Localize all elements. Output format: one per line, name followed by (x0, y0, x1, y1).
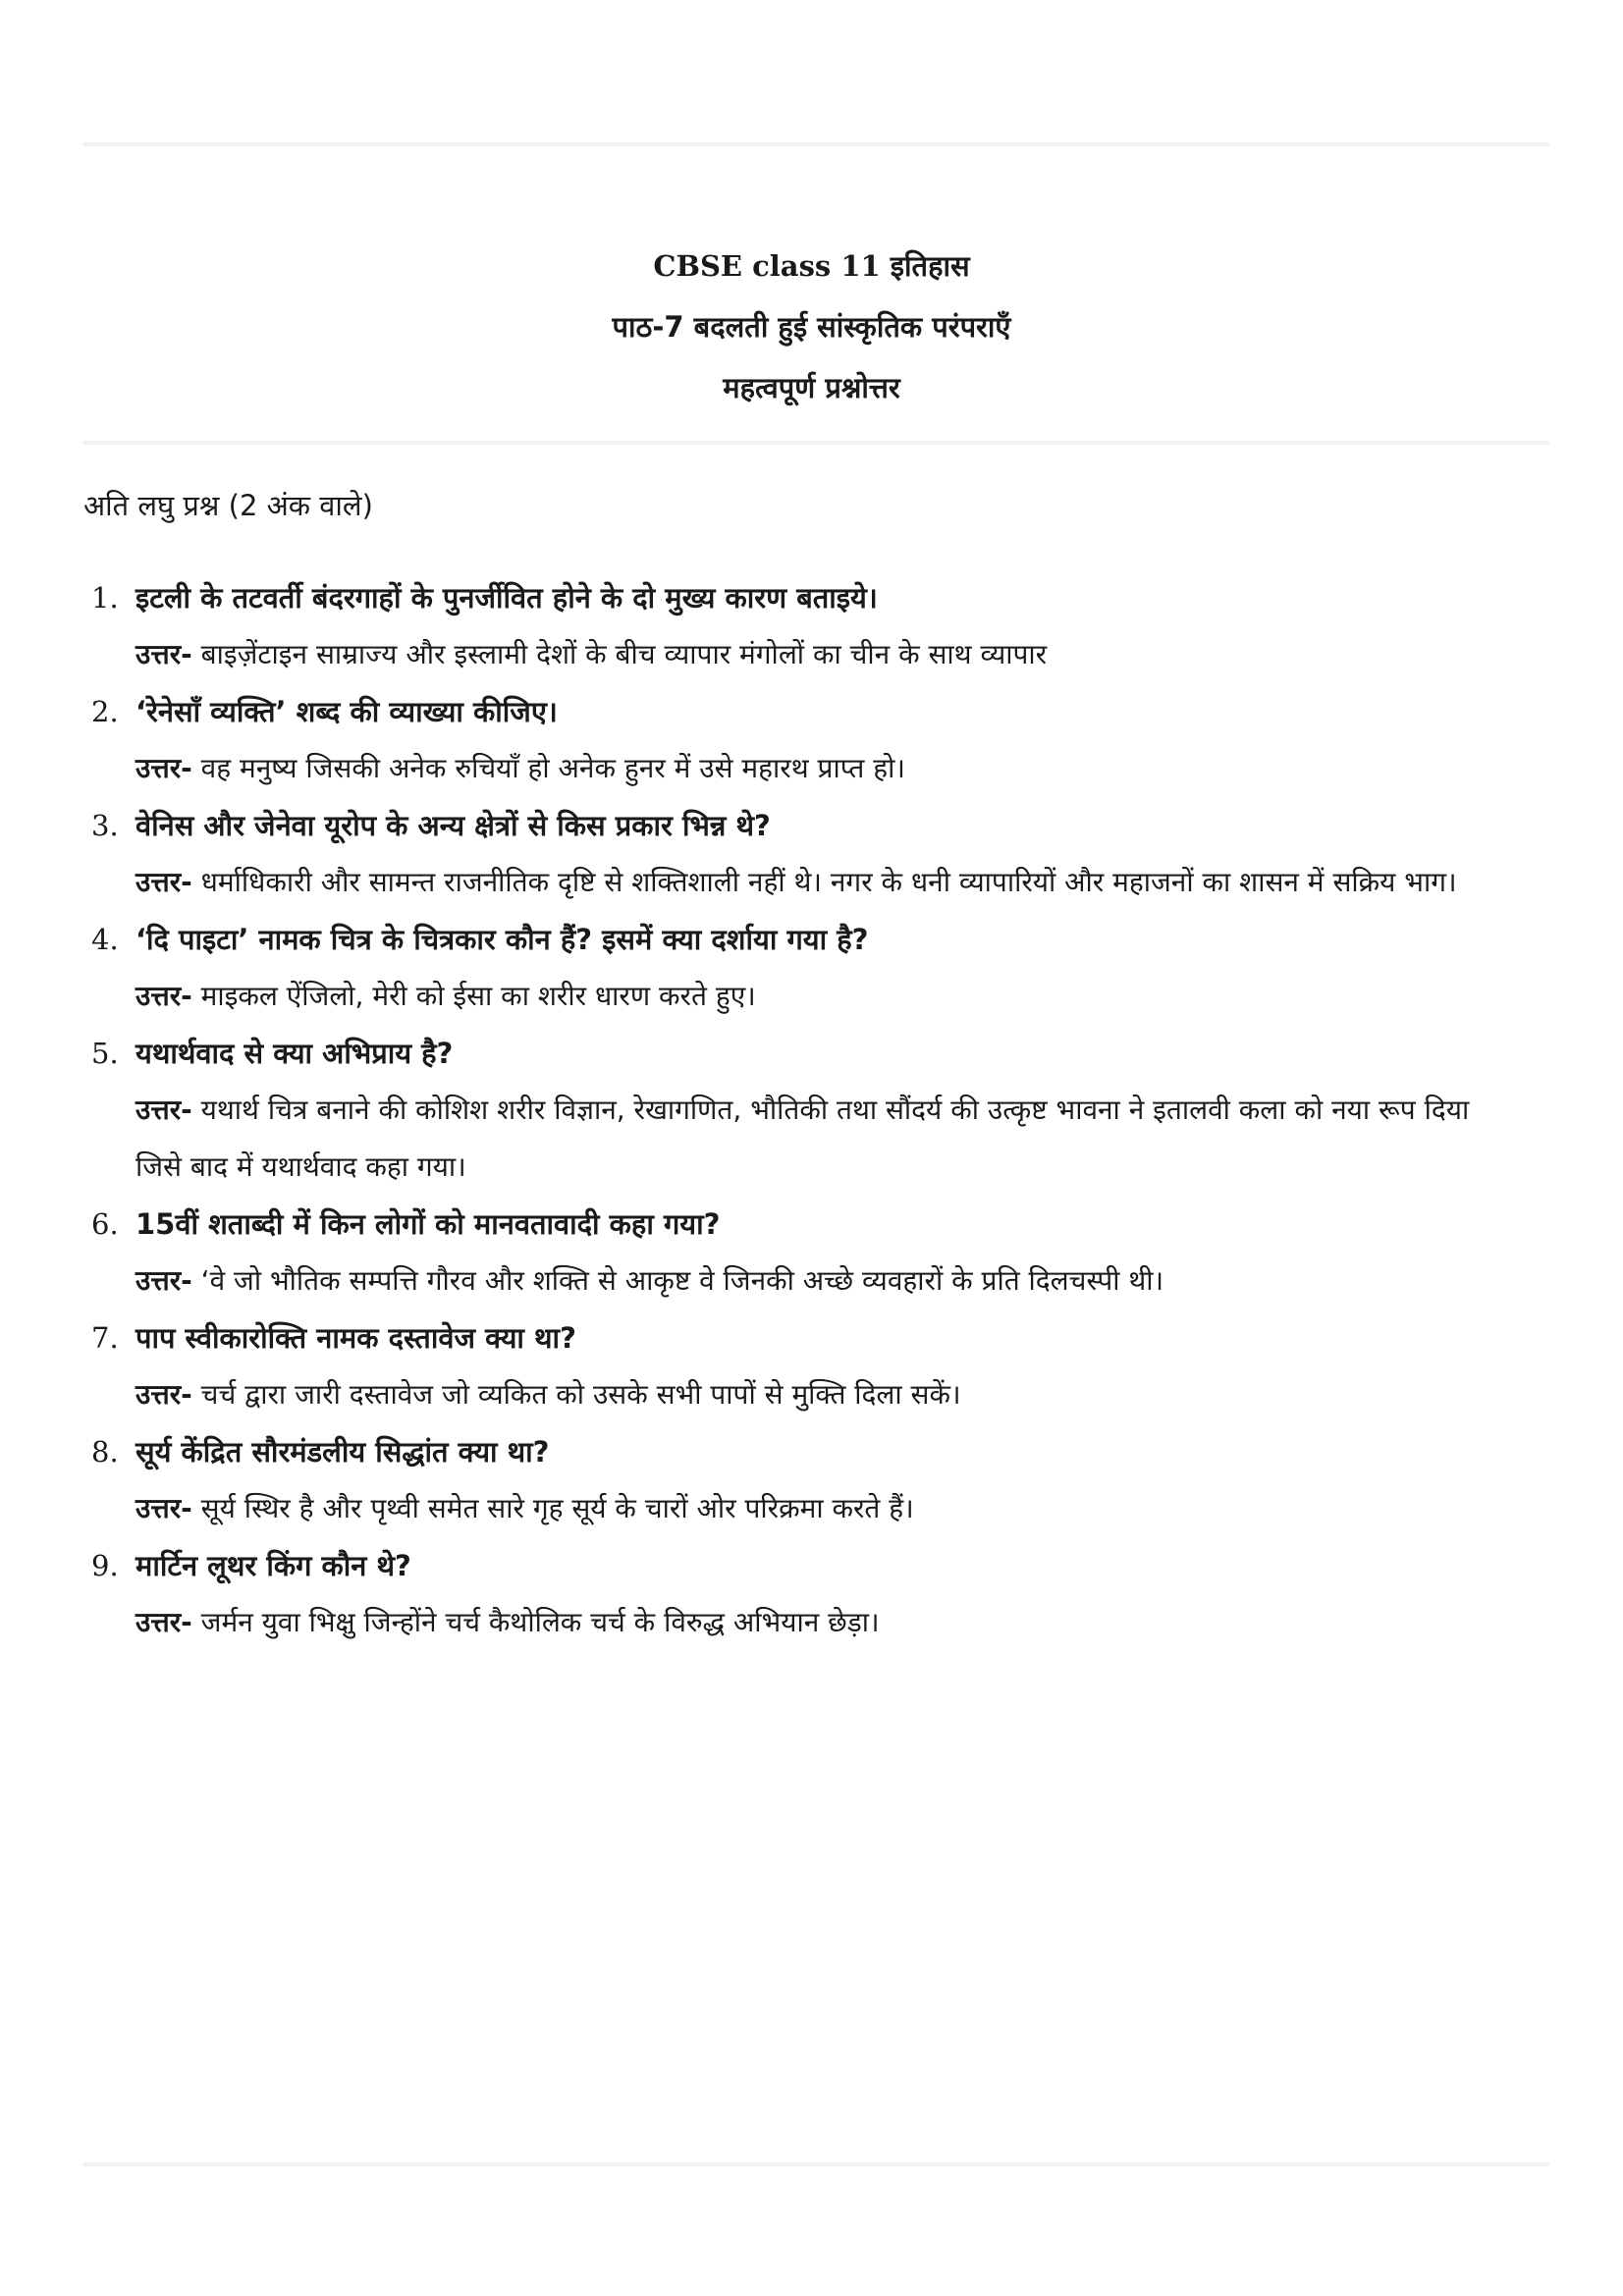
header-subtitle: महत्वपूर्ण प्रश्नोत्तर (723, 371, 900, 404)
header-chapter: पाठ-7 बदलती हुई सांस्कृतिक परंपराएँ (612, 310, 1011, 344)
question-item (83, 911, 1556, 1025)
question-item (83, 1196, 1556, 1309)
section-title: अति लघु प्रश्न (2 अंक वाले) (83, 489, 373, 522)
question-number: 9. (91, 1549, 119, 1582)
question-number: 3. (91, 809, 119, 842)
answer-text: बाइज़ेंटाइन साम्राज्य और इस्लामी देशों के बीच व्यापार मंगोलों का चीन के साथ व्यापार (200, 638, 1048, 670)
question-text: सूर्य केंद्रित सौरमंडलीय सिद्धांत क्या था? (135, 1435, 550, 1468)
question-list (83, 569, 1556, 1651)
question-item (83, 1423, 1556, 1537)
question-number: 1. (91, 581, 119, 614)
question-number: 2. (91, 695, 119, 728)
answer-text: वह मनुष्य जिसकी अनेक रुचियाँ हो अनेक हुनर में उसे महारथ प्राप्त हो। (200, 752, 905, 784)
answer-text: चर्च द्वारा जारी दस्तावेज जो व्यकित को उसके सभी पापों से मुक्ति दिला सकें। (200, 1378, 961, 1411)
answer-text: सूर्य स्थिर है और पृथ्वी समेत सारे गृह सूर्य के चारों ओर परिक्रमा करते हैं। (200, 1492, 914, 1524)
bottom-divider (83, 2163, 1549, 2166)
answer-label: उत्तर- (135, 980, 192, 1012)
question-item (83, 1025, 1556, 1196)
answer-label: उत्तर- (135, 1492, 192, 1524)
question-text: मार्टिन लूथर किंग कौन थे? (135, 1549, 411, 1582)
answer-label: उत्तर- (135, 866, 192, 898)
answer-block (135, 854, 1556, 911)
question-number: 8. (91, 1435, 119, 1468)
answer-text: जर्मन युवा भिक्षु जिन्होंने चर्च कैथोलिक चर्च के विरुद्ध अभियान छेड़ा। (200, 1606, 880, 1638)
question-number: 4. (91, 923, 119, 956)
question-text: ‘रेनेसाँ व्यक्ति’ शब्द की व्याख्या कीजिए। (135, 695, 558, 728)
answer-block (135, 626, 1556, 683)
answer-label: उत्तर- (135, 1378, 192, 1411)
answer-block (135, 968, 1556, 1025)
question-text: ‘दि पाइटा’ नामक चित्र के चित्रकार कौन हैं? इसमें क्या दर्शाया गया है? (135, 923, 869, 956)
answer-block (135, 1366, 1556, 1423)
answer-block (135, 740, 1556, 797)
question-item (83, 569, 1556, 683)
answer-label: उत्तर- (135, 1094, 192, 1126)
answer-text: यथार्थ चित्र बनाने की कोशिश शरीर विज्ञान, रेखागणित, भौतिकी तथा सौंदर्य की उत्कृष्ट भावना ने इतालवी कला को नया रूप दिया जिसे बाद में यथार्थवाद कहा गया। (135, 1094, 1470, 1183)
question-number: 6. (91, 1207, 119, 1241)
header-title: CBSE class 11 इतिहास (653, 249, 970, 283)
document-header (0, 236, 1623, 418)
question-text: 15वीं शताब्दी में किन लोगों को मानवतावादी कहा गया? (135, 1207, 721, 1241)
answer-block (135, 1253, 1556, 1309)
answer-text: धर्माधिकारी और सामन्त राजनीतिक दृष्टि से शक्तिशाली नहीं थे। नगर के धनी व्यापारियों और महाजनों का शासन में सक्रिय भाग। (200, 866, 1457, 898)
answer-text: माइकल ऐंजिलो, मेरी को ईसा का शरीर धारण करते हुए। (200, 980, 756, 1012)
question-text: इटली के तटवर्ती बंदरगाहों के पुनर्जीवित होने के दो मुख्य कारण बताइये। (135, 581, 878, 614)
question-number: 5. (91, 1037, 119, 1070)
answer-block (135, 1594, 1556, 1651)
question-text: यथार्थवाद से क्या अभिप्राय है? (135, 1037, 454, 1070)
answer-text: ‘वे जो भौतिक सम्पत्ति गौरव और शक्ति से आकृष्ट वे जिनकी अच्छे व्यवहारों के प्रति दिलचस्पी थी। (200, 1264, 1164, 1297)
answer-block (135, 1480, 1556, 1537)
header-divider (83, 441, 1549, 445)
question-item (83, 797, 1556, 911)
top-divider (83, 142, 1549, 146)
answer-block (135, 1082, 1556, 1196)
question-text: वेनिस और जेनेवा यूरोप के अन्य क्षेत्रों से किस प्रकार भिन्न थे? (135, 809, 771, 842)
question-number: 7. (91, 1321, 119, 1355)
question-item (83, 1309, 1556, 1423)
answer-label: उत्तर- (135, 638, 192, 670)
answer-label: उत्तर- (135, 1606, 192, 1638)
question-item (83, 683, 1556, 797)
answer-label: उत्तर- (135, 1264, 192, 1297)
question-item (83, 1537, 1556, 1651)
answer-label: उत्तर- (135, 752, 192, 784)
question-text: पाप स्वीकारोक्ति नामक दस्तावेज क्या था? (135, 1321, 576, 1355)
